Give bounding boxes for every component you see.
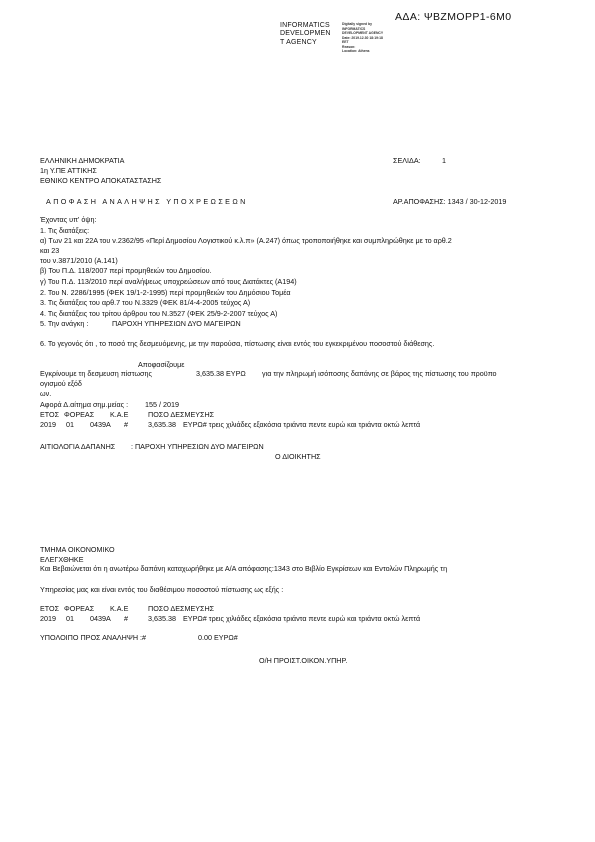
row-year: 2019 [40,420,56,429]
col-organization: ΦΟΡΕΑΣ [64,604,95,613]
approve-text-cont: ογισμού εξόδ [40,379,82,388]
provision-a: α) Των 21 και 22Α του ν.2362/95 «Περί Δημοσίου Λογιστικού κ.λ.π» (Α.247) όπως τροποποιήθηκε και συμπληρώθηκε με το αρθ.2 [40,236,452,245]
finance-signatory: Ο/Η ΠΡΟΙΣΤ.ΟΙΚΟΝ.ΥΠΗΡ. [259,656,348,665]
provision-6: 6. Το γεγονός ότι , το ποσό της δεσμευόμενης, με την παρούσα, πίστωσης είναι εντός του εγκεκριμένου ποσοστού διάθεσης. [40,339,435,348]
signature-line: INFORMATICS [342,26,366,31]
remaining-label: ΥΠΟΛΟΙΠΟ ΠΡΟΣ ΑΝΑΛΗΨΗ :# [40,633,147,642]
we-decide: Αποφασίζουμε [138,360,185,369]
decision-title: ΑΠΟΦΑΣΗ ΑΝΑΛΗΨΗΣ ΥΠΟΧΡΕΩΣΕΩΝ [46,197,248,206]
row-organization: 01 [66,614,74,623]
checked-stamp: ΕΛΕΓΧΘΗΚΕ [40,555,84,564]
subject-value: 155 / 2019 [145,400,179,409]
col-kae: Κ.Α.Ε [110,604,129,613]
subject-label: Αφορά Δ.αίτημα σημ.μείας : [40,400,129,409]
row-organization: 01 [66,420,74,429]
row-amount: 3,635.38 [148,614,176,623]
col-organization: ΦΟΡΕΑΣ [64,410,95,419]
row-amount-words: ΕΥΡΩ# τρεις χιλιάδες εξακόσια τριάντα πεντε ευρώ και τριάντα οκτώ λεπτά [183,420,421,429]
signature-line: EET [342,40,349,44]
provision-a-cont: και 23 [40,246,60,255]
logo-line: T AGENCY [280,38,317,46]
page-number: 1 [442,156,446,165]
provision-b: β) Του Π.Δ. 118/2007 περί προμηθειών του Δημοσίου. [40,266,212,275]
remaining-value: 0.00 ΕΥΡΩ# [198,633,238,642]
provision-5-value: ΠΑΡΟΧΗ ΥΠΗΡΕΣΙΩΝ ΔΥΟ ΜΑΓΕΙΡΩΝ [112,319,241,328]
approve-text-cont: για την πληρωμή ισόποσης δαπάνης σε βάρος της πίστωσης του προϋπο [262,369,497,378]
page-label: ΣΕΛΙΔΑ: [393,156,421,165]
issuer-country: ΕΛΛΗΝΙΚΗ ΔΗΜΟΚΡΑΤΙΑ [40,156,125,165]
issuer-organization: ΕΘΝΙΚΟ ΚΕΝΤΡΟ ΑΠΟΚΑΤΑΣΤΑΣΗΣ [40,176,162,185]
row-kae: 0439Α [90,420,111,429]
provision-a-cont: του ν.3871/2010 (Α.141) [40,256,118,265]
col-amount: ΠΟΣΟ ΔΕΣΜΕΥΣΗΣ [148,410,215,419]
col-kae: Κ.Α.Ε [110,410,129,419]
justification-label: ΑΙΤΙΟΛΟΓΙΑ ΔΑΠΑΝΗΣ [40,442,116,451]
provision-2: 2. Του Ν. 2286/1995 (ΦΕΚ 19/1-2-1995) περί προμηθειών του Δημόσιου Τομέα [40,288,291,297]
logo-line: INFORMATICS [280,22,330,29]
signer-name-stamp [280,22,331,47]
signature-line: Reason: [342,44,356,49]
approve-text: Εγκρίνουμε τη δεσμευση πίστωσης [40,369,152,378]
signature-line: Location: Athens [342,49,370,53]
ada-code: ΑΔΑ: ΨΒΖΜΟΡΡ1-6Μ0 [395,11,512,23]
finance-department: ΤΜΗΜΑ ΟΙΚΟΝΟΜΙΚΟ [40,545,115,554]
decision-number: ΑΡ.ΑΠΟΦΑΣΗΣ: 1343 / 30-12-2019 [393,197,507,206]
row-amount: 3,635.38 [148,420,176,429]
director-signature: Ο ΔΙΟΙΚΗΤΗΣ [275,452,321,461]
signature-line: Digitally signed by [342,22,372,26]
row-kae: 0439Α [90,614,111,623]
provision-5-label: 5. Την ανάγκη : [40,319,89,328]
col-amount: ΠΟΣΟ ΔΕΣΜΕΥΣΗΣ [148,604,215,613]
approve-amount: 3,635.38 ΕΥΡΩ [196,369,246,378]
issuer-region: 1η Υ.ΠΕ ΑΤΤΙΚΗΣ [40,166,97,175]
row-hash: # [124,420,128,429]
provision-3: 3. Τις διατάξεις του αρθ.7 του Ν.3329 (ΦΕΚ 81/4-4-2005 τεύχος Α) [40,298,251,307]
justification-value: : ΠΑΡΟΧΗ ΥΠΗΡΕΣΙΩΝ ΔΥΟ ΜΑΓΕΙΡΩΝ [131,442,264,451]
having-regard: Έχοντας υπ' όψη: [40,215,97,224]
provision-g: γ) Του Π.Δ. 113/2010 περί αναλήψεως υποχρεώσεων από τους Διατάκτες (Α194) [40,277,297,286]
digital-signature-stamp [342,22,383,54]
provision-4: 4. Τις διατάξεις του τρίτου άρθρου του Ν.3527 (ΦΕΚ 25/9-2-2007 τεύχος Α) [40,309,278,318]
row-amount-words: ΕΥΡΩ# τρεις χιλιάδες εξακόσια τριάντα πεντε ευρώ και τριάντα οκτώ λεπτά [183,614,421,623]
col-year: ΕΤΟΣ [40,410,60,419]
row-year: 2019 [40,614,56,623]
row-hash: # [124,614,128,623]
col-year: ΕΤΟΣ [40,604,60,613]
balance-note: Υπηρεσίας μας και είναι εντός του διαθέσιμου ποσοστού πίστωσης ως εξής : [40,585,284,594]
approve-text-cont: ων. [40,389,52,398]
logo-line: DEVELOPMEN [280,30,331,38]
certification-text: Και Βεβαιώνεται ότι η ανωτέρω δαπάνη καταχωρήθηκε με Α/Α απόφασης:1343 στο Βιβλίο Εγκρίσεων και Εντολών Πληρωμής τη [40,564,448,573]
signature-line: Date: 2019.12.30 18:19:18 [342,35,383,40]
provisions-intro: 1. Τις διατάξεις: [40,226,90,235]
signature-line: DEVELOPMENT AGENCY [342,31,384,35]
